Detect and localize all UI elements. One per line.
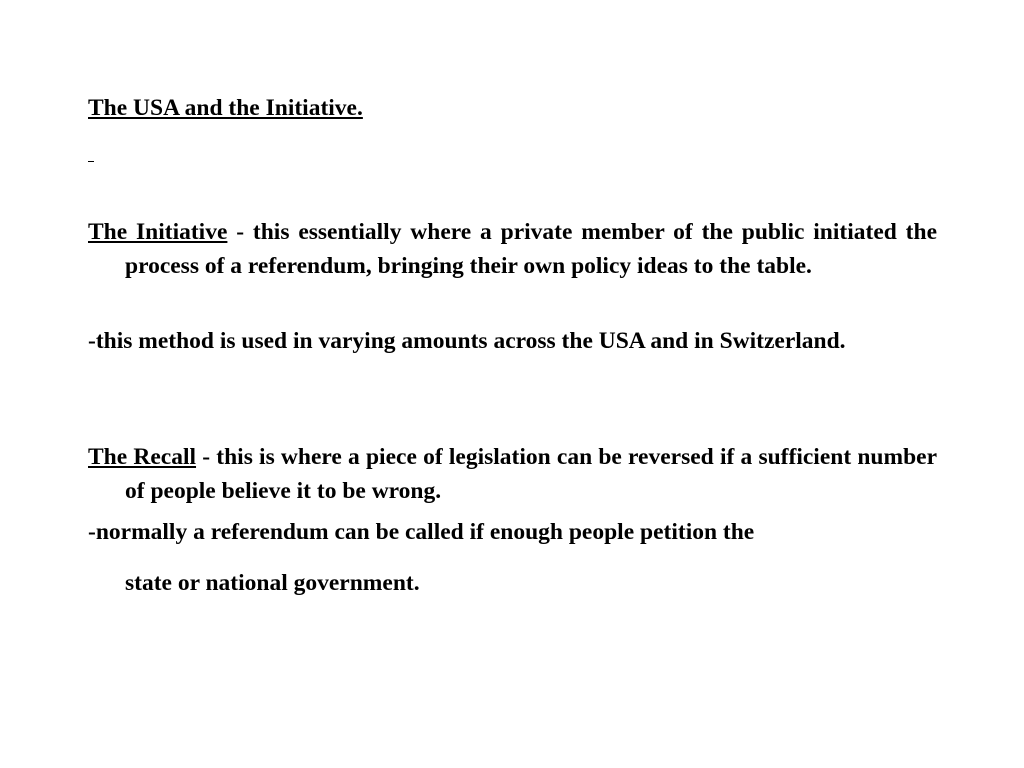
initiative-definition: - this essentially where a private member of the public initiated the process of a referendum, bringing their own policy ideas to the table. bbox=[125, 219, 938, 279]
recall-paragraph bbox=[88, 440, 937, 508]
underline-mark bbox=[88, 161, 94, 162]
recall-definition: - this is where a piece of legislation can be reversed if a sufficient number of people believe it to be wrong. bbox=[125, 444, 937, 504]
initiative-note: -this method is used in varying amounts across the USA and in Switzerland. bbox=[88, 328, 846, 354]
initiative-term: The Initiative bbox=[88, 219, 228, 245]
slide-title: The USA and the Initiative. bbox=[88, 95, 363, 121]
recall-note-line-2: state or national government. bbox=[125, 570, 420, 596]
recall-term: The Recall bbox=[88, 444, 197, 470]
initiative-paragraph bbox=[88, 215, 937, 283]
recall-note-line-1: -normally a referendum can be called if enough people petition the bbox=[88, 519, 755, 545]
